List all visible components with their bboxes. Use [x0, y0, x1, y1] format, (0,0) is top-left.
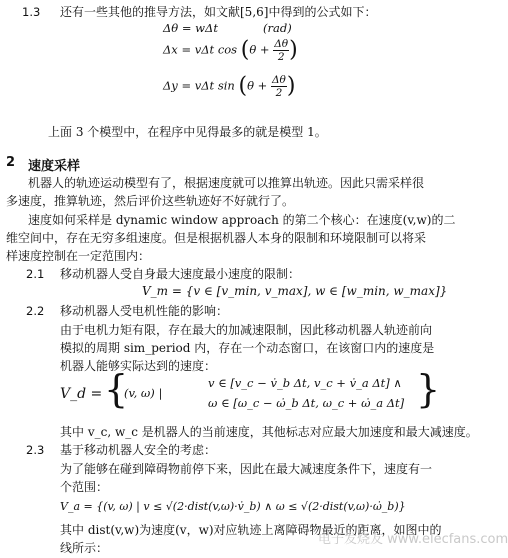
paragraph-line: 个范围：	[60, 480, 109, 494]
section-2-2-text: 移动机器人受电机性能的影响：	[60, 304, 229, 318]
paragraph-line: 机器人能够实际达到的速度：	[60, 359, 217, 373]
equation-delta-theta: Δθ = wΔt	[163, 21, 218, 35]
paragraph-line: 多速度，推算轨迹，然后评价这些轨迹好不好就行了。	[6, 194, 295, 208]
formula-vd-lhs: V_d =	[60, 386, 103, 402]
formula-va: V_a = {(v, ω) | v ≤ √(2·dist(v,ω)·v̇_b) ∧ ω ≤ √(2·dist(v,ω)·ω̇_b)}	[60, 500, 406, 513]
paragraph-line: 由于电机力矩有限，存在最大的加减速限制，因此移动机器人轨迹前向	[60, 323, 433, 337]
equation-unit-rad: (rad)	[263, 21, 292, 35]
equation-delta-x: Δx = vΔt cos (θ + $\frac{\Delta\theta}{2}$ )	[163, 37, 298, 63]
section-2-3-text: 基于移动机器人安全的考虑：	[60, 443, 217, 457]
paragraph-line: 为了能够在碰到障碍物前停下来，因此在最大减速度条件下，速度有一	[60, 462, 433, 476]
formula-vm: V_m = {v ∈ [v_min, v_max], w ∈ [w_min, w_max]}	[142, 284, 448, 298]
paragraph-line: 速度如何采样是 dynamic window approach 的第二个核心：在速度(v,w)的二	[28, 213, 456, 227]
paragraph-line: 线所示：	[60, 541, 109, 555]
paragraph-line: 机器人的轨迹运动模型有了，根据速度就可以推算出轨迹。因此只需采样很	[28, 176, 425, 190]
section-1-3-text: 还有一些其他的推导方法，如文献[5,6]中得到的公式如下：	[60, 5, 377, 19]
section-number-2-3: 2.3	[26, 443, 45, 457]
section-number-1-3: 1.3	[22, 5, 41, 19]
equation-delta-y: Δy = vΔt sin (θ + $\frac{\Delta\theta}{2}$ )	[163, 73, 296, 99]
paragraph-line: 维空间中，存在无穷多组速度。但是根据机器人本身的限制和环境限制可以将采	[6, 231, 427, 245]
right-brace: }	[416, 367, 441, 411]
paragraph-line: 其中 dist(v,w)为速度(v，w)对应轨迹上离障碍物最近的距离，如图中的	[60, 523, 442, 537]
watermark: 电子发烧友 www.elecfans.com	[318, 532, 508, 547]
section-title: 速度采样	[28, 159, 81, 174]
summary-text: 上面 3 个模型中，在程序中见得最多的就是模型 1。	[48, 125, 327, 139]
formula-vd-set: (v, ω) |	[124, 386, 163, 400]
section-number-2: 2	[6, 155, 16, 170]
formula-vd-row1: v ∈ [v_c − v̇_b Δt, v_c + v̇_a Δt] ∧	[208, 376, 402, 390]
paragraph-line: 模拟的周期 sim_period 内，存在一个动态窗口，在该窗口内的速度是	[60, 341, 435, 355]
section-number-2-2: 2.2	[26, 304, 45, 318]
paragraph-line: 样速度控制在一定范围内：	[6, 249, 151, 263]
section-number-2-1: 2.1	[26, 267, 45, 281]
formula-vd-row2: ω ∈ [ω_c − ω̇_b Δt, ω_c + ω̇_a Δt]	[208, 396, 405, 410]
section-2-1-text: 移动机器人受自身最大速度最小速度的限制：	[60, 267, 301, 281]
left-brace: {	[104, 367, 129, 411]
paragraph-line: 其中 v_c, w_c 是机器人的当前速度，其他标志对应最大加速度和最大减速度。	[60, 425, 478, 439]
